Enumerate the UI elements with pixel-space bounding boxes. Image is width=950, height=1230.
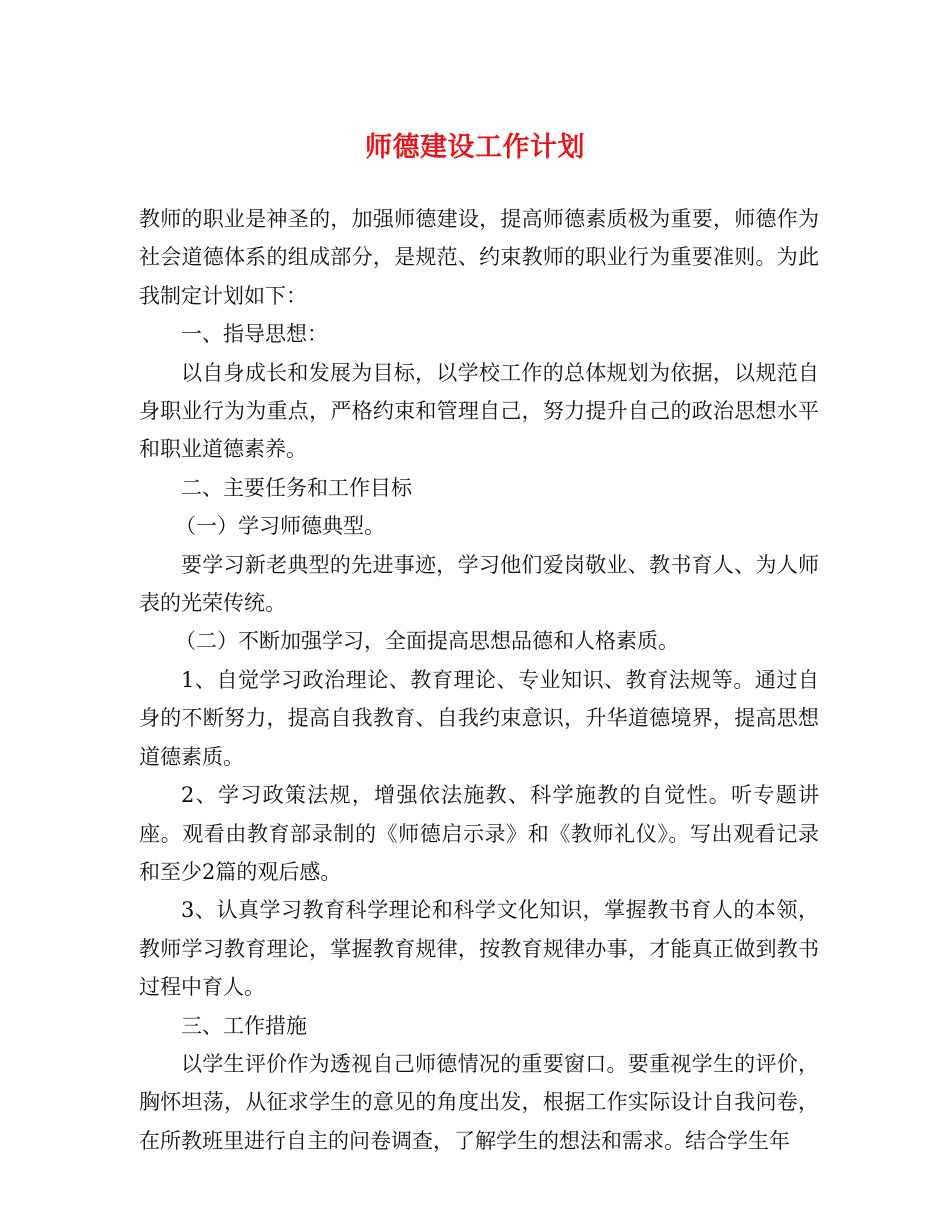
list-item-2: 2、学习政策法规，增强依法施教、科学施教的自觉性。听专题讲座。观看由教育部录制的《师德启示录》和《教师礼仪》。写出观看记录和至少2篇的观后感。: [139, 783, 819, 884]
list-item-3: 3、认真学习教育科学理论和科学文化知识，掌握教书育人的本领，教师学习教育理论，掌握教育规律，按教育规律办事，才能真正做到教书过程中育人。: [139, 898, 819, 1000]
section-heading-guiding-thought: 一、指导思想：: [181, 322, 328, 347]
document-body: [139, 200, 819, 1160]
section-heading-main-tasks: 二、主要任务和工作目标: [181, 475, 412, 500]
list-item-1: 1、自觉学习政治理论、教育理论、专业知识、教育法规等。通过自身的不断努力，提高自我教育、自我约束意识，升华道德境界，提高思想道德素质。: [139, 667, 819, 769]
guiding-thought-paragraph: 以自身成长和发展为目标，以学校工作的总体规划为依据，以规范自身职业行为为重点，严格约束和管理自己，努力提升自己的政治思想水平和职业道德素养。: [139, 360, 819, 462]
subheading-continuous-study: （二）不断加强学习，全面提高思想品德和人格素质。: [175, 629, 679, 654]
document-title: 师德建设工作计划: [365, 132, 585, 163]
subheading-study-models: （一）学习师德典型。: [175, 514, 385, 539]
section-heading-measures: 三、工作措施: [181, 1013, 307, 1038]
study-models-paragraph: 要学习新老典型的先进事迹，学习他们爱岗敬业、教书育人、为人师表的光荣传统。: [139, 552, 819, 616]
measures-paragraph: 以学生评价作为透视自己师德情况的重要窗口。要重视学生的评价，胸怀坦荡，从征求学生的意见的角度出发，根据工作实际设计自我问卷，在所教班里进行自主的问卷调查，了解学生的想法和需求。结合学生年: [139, 1051, 819, 1153]
intro-paragraph: 教师的职业是神圣的，加强师德建设，提高师德素质极为重要，师德作为社会道德体系的组成部分，是规范、约束教师的职业行为重要准则。为此我制定计划如下：: [139, 207, 819, 308]
